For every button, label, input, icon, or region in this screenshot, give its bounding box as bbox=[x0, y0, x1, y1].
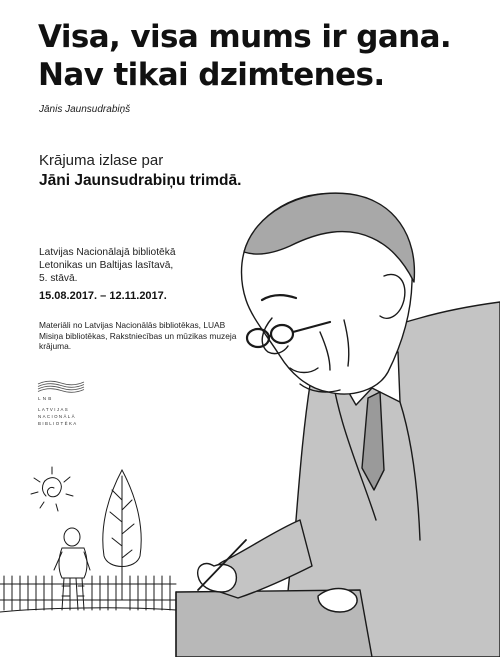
logo-name-line-2: NACIONĀLĀ bbox=[38, 414, 76, 419]
boy-figure bbox=[54, 528, 90, 610]
fence bbox=[0, 576, 176, 612]
man-writing-drawing bbox=[176, 193, 500, 657]
venue-line-1: Latvijas Nacionālajā bibliotēkā bbox=[39, 247, 176, 258]
hand bbox=[198, 564, 237, 592]
intro-text: Krājuma izlase par bbox=[39, 152, 164, 169]
materials-note: Materiāli no Latvijas Nacionālās bibliotēkas, LUAB Misiņa bibliotēkas, Rakstniecības un mūzikas muzeja krājuma. bbox=[39, 320, 237, 351]
venue-line-2: Letonikas un Baltijas lasītavā, bbox=[39, 260, 174, 271]
logo-name-line-3: BIBLIOTĒKA bbox=[38, 421, 78, 426]
exhibition-subject: Jāni Jaunsudrabiņu trimdā. bbox=[39, 172, 242, 189]
childhood-scene bbox=[0, 467, 176, 612]
logo-name-line-1: LATVIJAS bbox=[38, 407, 70, 412]
exhibition-dates: 15.08.2017. – 12.11.2017. bbox=[39, 290, 167, 302]
tree-icon bbox=[103, 470, 141, 600]
venue-line-3: 5. stāvā. bbox=[39, 273, 78, 284]
headline-line-2: Nav tikai dzimtenes. bbox=[38, 57, 385, 93]
writer-illustration bbox=[0, 180, 500, 657]
sun-icon bbox=[31, 467, 73, 511]
headline bbox=[38, 18, 478, 94]
quote-attribution: Jānis Jaunsudrabiņš bbox=[39, 104, 131, 115]
headline-line-1: Visa, visa mums ir gana. bbox=[38, 19, 452, 55]
logo-letters: LNB bbox=[38, 396, 54, 401]
